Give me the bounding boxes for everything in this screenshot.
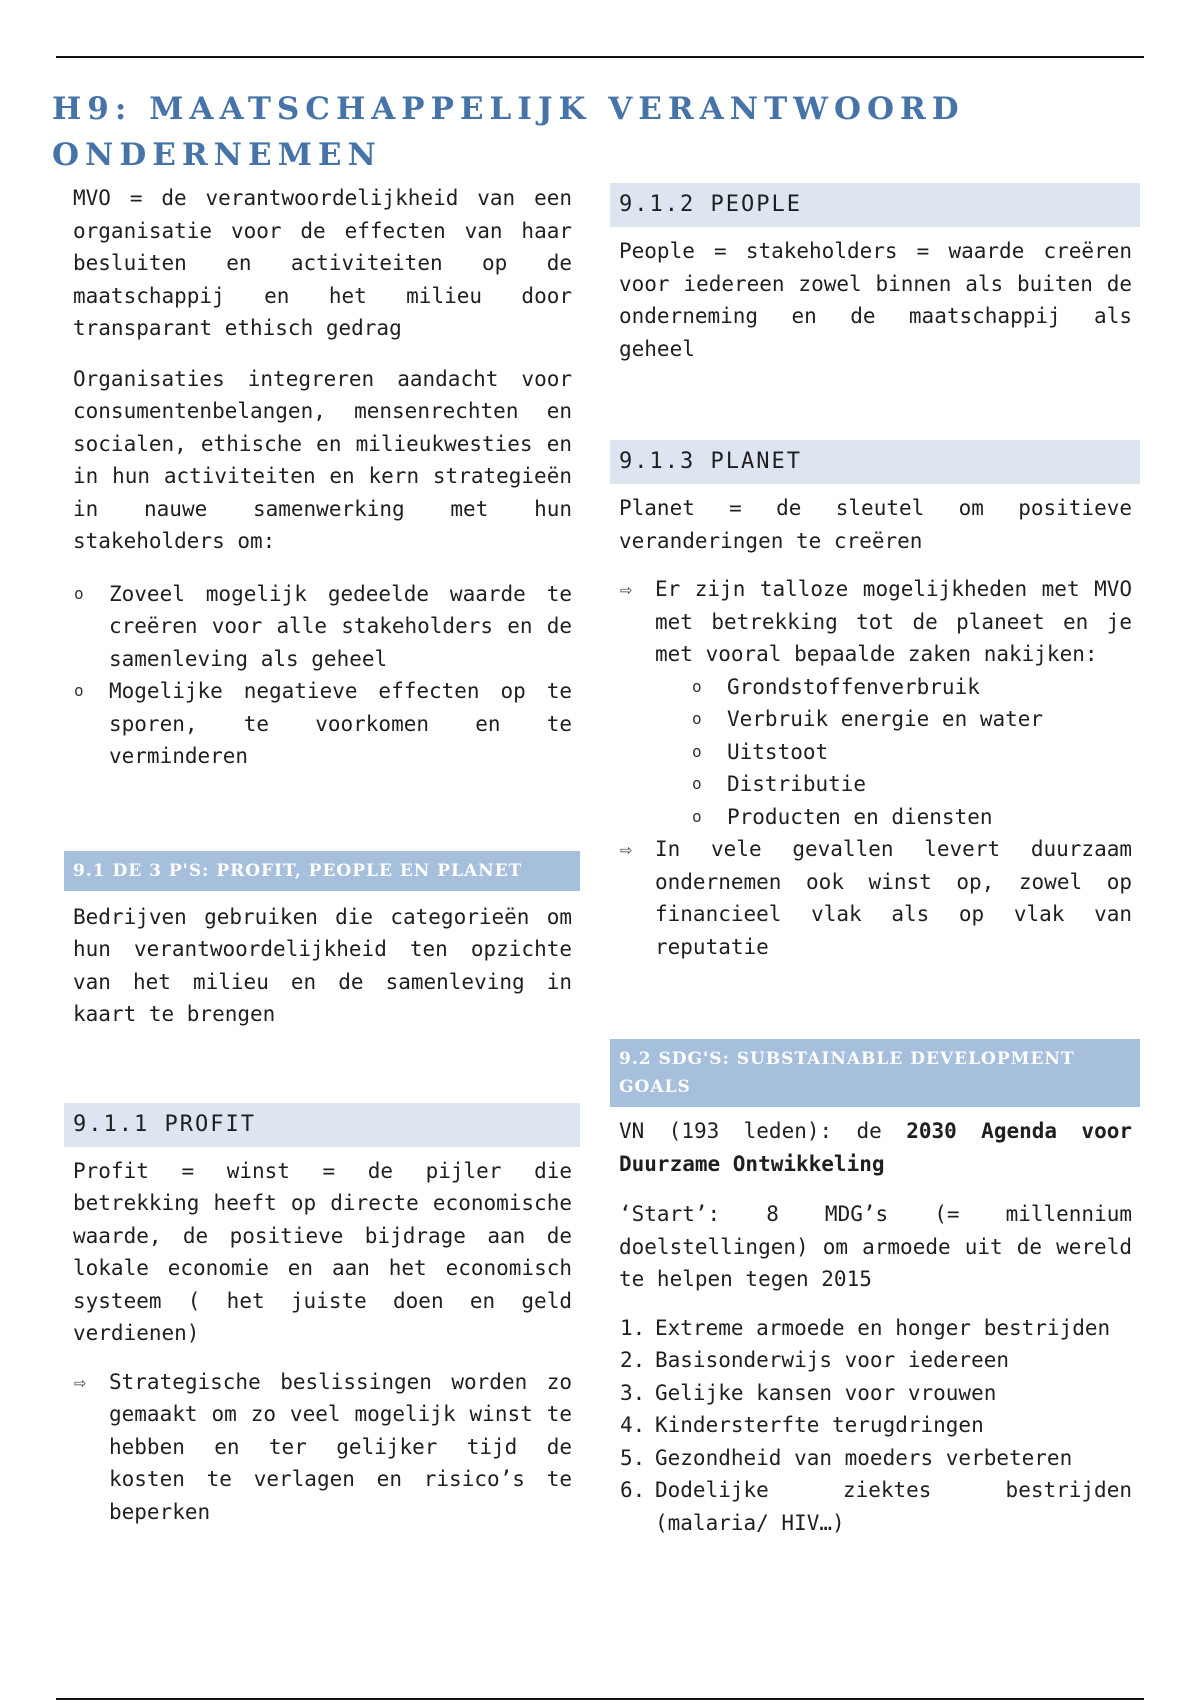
page-title: H9: MAATSCHAPPELIJK VERANTWOORD ONDERNEMEN: [52, 91, 965, 173]
planet-arrow-list-2: [610, 833, 1140, 963]
people-paragraph: People = stakeholders = waarde creëren voor iedereen zowel binnen als buiten de onderneming en de maatschappij als geheel: [619, 239, 1132, 361]
list-item: ⇨ Er zijn talloze mogelijkheden met MVO met betrekking tot de planeet en je met vooral bepaalde zaken nakijken:: [610, 573, 1140, 671]
list-item: o Verbruik energie en water: [610, 703, 1140, 736]
categories-paragraph: Bedrijven gebruiken die categorieën om hun verantwoordelijkheid ten opzichte van het milieu en de samenleving in kaart te brengen: [73, 904, 572, 1026]
organisations-paragraph: Organisaties integreren aandacht voor consumentenbelangen, mensenrechten en socialen, ethische en milieukwesties en in hun activiteiten en kern strategieën in nauwe samenwerking met hun stakeholders om:: [73, 366, 572, 553]
list-item: o Grondstoffenverbruik: [610, 671, 1140, 704]
list-item: 5. Gezondheid van moeders verbeteren: [620, 1445, 1073, 1470]
mdg-numbered-list: [610, 1312, 1140, 1540]
section-heading-9-1-3: 9.1.3 PLANET: [610, 440, 1140, 484]
list-item: 3. Gelijke kansen voor vrouwen: [620, 1380, 997, 1405]
top-rule: [56, 56, 1144, 58]
planet-sub-list: [610, 671, 1140, 834]
list-item: o Zoveel mogelijk gedeelde waarde te creëren voor alle stakeholders en de samenleving als geheel: [64, 578, 580, 676]
section-heading-9-2: 9.2 SDG'S: SUBSTAINABLE DEVELOPMENT GOALS: [610, 1039, 1140, 1107]
left-column: [64, 182, 580, 1528]
planet-paragraph: Planet = de sleutel om positieve veranderingen te creëren: [619, 496, 1132, 553]
circle-bullet-icon: o: [692, 774, 702, 793]
circle-bullet-icon: o: [74, 681, 84, 700]
circle-bullet-icon: o: [692, 676, 702, 696]
circle-bullet-icon: o: [692, 806, 702, 826]
list-item: 2. Basisonderwijs voor iedereen: [620, 1348, 1010, 1372]
list-item: 6. Dodelijke ziektes bestrijden (malaria/ HIV…): [620, 1478, 1132, 1535]
arrow-right-icon: ⇨: [620, 837, 633, 861]
section-heading-9-1-2: 9.1.2 PEOPLE: [610, 183, 1140, 227]
list-item: o Producten en diensten: [610, 801, 1140, 834]
profit-paragraph: Profit = winst = de pijler die betrekking heeft op directe economische waarde, de positieve bijdrage aan de lokale economie en aan het economisch systeem ( het juiste doen en geld verdienen): [73, 1158, 572, 1345]
circle-bullet-icon: o: [692, 741, 702, 761]
list-item: o Distributie: [610, 768, 1140, 801]
goals-bullet-list: [64, 578, 580, 773]
mvo-definition: MVO = de verantwoordelijkheid van een organisatie voor de effecten van haar besluiten en activiteiten op de maatschappij en het milieu door transparant ethisch gedrag: [73, 186, 572, 340]
circle-bullet-icon: o: [692, 709, 702, 728]
list-item: o Mogelijke negatieve effecten op te sporen, te voorkomen en te verminderen: [64, 675, 580, 773]
agenda-highlight: 2030 Agenda voor Duurzame Ontwikkeling: [619, 1119, 1133, 1176]
planet-arrow-list: [610, 573, 1140, 671]
section-heading-9-1-1: 9.1.1 PROFIT: [64, 1103, 580, 1147]
circle-bullet-icon: o: [74, 583, 84, 603]
right-column: [610, 183, 1140, 1539]
arrow-right-icon: ⇨: [620, 577, 633, 601]
list-item: 1. Extreme armoede en honger bestrijden: [620, 1315, 1111, 1340]
arrow-right-icon: ⇨: [74, 1369, 87, 1394]
profit-arrow-list: [64, 1366, 580, 1529]
vn-agenda-paragraph: VN (193 leden): de 2030 Agenda voor Duurzame Ontwikkeling: [619, 1119, 1133, 1176]
section-heading-9-1: 9.1 DE 3 P'S: PROFIT, PEOPLE EN PLANET: [64, 851, 580, 891]
mdg-start-paragraph: ‘Start’: 8 MDG’s (= millennium doelstellingen) om armoede uit de wereld te helpen tegen 2015: [619, 1202, 1132, 1291]
list-item: o Uitstoot: [610, 736, 1140, 769]
list-item: ⇨ Strategische beslissingen worden zo gemaakt om zo veel mogelijk winst te hebben en ter gelijker tijd de kosten te verlagen en risico’s te beperken: [64, 1366, 580, 1529]
list-item: 4. Kindersterfte terugdringen: [620, 1413, 984, 1437]
list-item: ⇨ In vele gevallen levert duurzaam ondernemen ook winst op, zowel op financieel vlak als op vlak van reputatie: [610, 833, 1140, 963]
